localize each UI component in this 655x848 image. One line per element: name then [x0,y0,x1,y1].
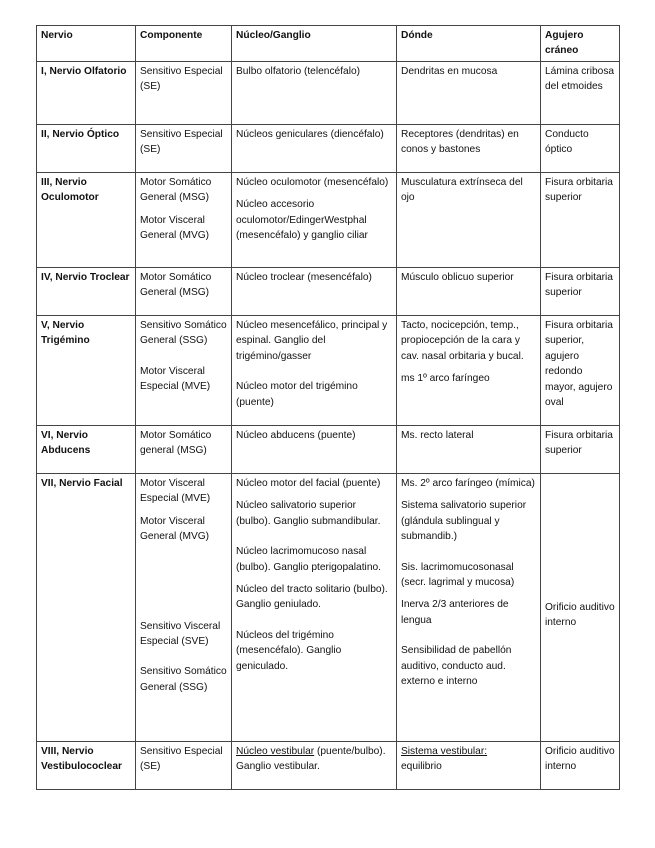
nerve-name: IV, Nervio Troclear [37,268,136,316]
donde-cell: Ms. recto lateral [397,426,541,474]
nucleo-cell: Núcleo mesencefálico, principal y espinal. Ganglio del trigémino/gasser Núcleo motor del trigémino (puente) [232,316,397,426]
nerve-name: VI, Nervio Abducens [37,426,136,474]
donde-cell: Musculatura extrínseca del ojo [397,173,541,268]
componente-cell: Sensitivo Especial (SE) [136,62,232,125]
table-row [37,316,620,426]
agujero-cell: Fisura orbitaria superior, agujero redondo mayor, agujero oval [541,316,620,426]
header-donde: Dónde [397,26,541,62]
table-row [37,62,620,125]
nucleo-cell: Núcleo vestibular (puente/bulbo). Ganglio vestibular. [232,742,397,790]
cranial-nerves-table [36,25,620,790]
nerve-name: I, Nervio Olfatorio [37,62,136,125]
componente-cell: Motor Somático General (MSG) Motor Visceral General (MVG) [136,173,232,268]
componente-cell: Sensitivo Somático General (SSG) Motor Visceral Especial (MVE) [136,316,232,426]
nerve-name: VIII, Nervio Vestibulococlear [37,742,136,790]
table-row [37,474,620,742]
table-row [37,742,620,790]
agujero-cell: Fisura orbitaria superior [541,268,620,316]
donde-cell: Sistema vestibular: equilibrio [397,742,541,790]
donde-cell: Ms. 2º arco faríngeo (mímica) Sistema salivatorio superior (glándula sublingual y submandib.) Sis. lacrimomucosonasal (secr. lagrimal y mucosa) Inerva 2/3 anteriores de lengua Sensibilidad de pabellón auditivo, conducto aud. externo e interno [397,474,541,742]
componente-cell: Sensitivo Especial (SE) [136,125,232,173]
componente-cell: Motor Somático general (MSG) [136,426,232,474]
nucleo-cell: Núcleo motor del facial (puente) Núcleo salivatorio superior (bulbo). Ganglio submandibular. Núcleo lacrimomucoso nasal (bulbo). Ganglio pterigopalatino. Núcleo del tracto solitario (bulbo). Ganglio geniulado. Núcleos del trigémino (mesencéfalo). Ganglio geniculado. [232,474,397,742]
header-row [37,26,620,62]
nucleo-cell: Núcleo troclear (mesencéfalo) [232,268,397,316]
table-row [37,125,620,173]
header-agujero: Agujero cráneo [541,26,620,62]
nerve-name: II, Nervio Óptico [37,125,136,173]
table-row [37,173,620,268]
donde-cell: Dendritas en mucosa [397,62,541,125]
nucleo-cell: Núcleo abducens (puente) [232,426,397,474]
agujero-cell: Orificio auditivo interno [541,742,620,790]
componente-cell: Sensitivo Especial (SE) [136,742,232,790]
agujero-cell: Orificio auditivo interno [541,474,620,742]
header-nucleo: Núcleo/Ganglio [232,26,397,62]
nucleo-cell: Núcleos geniculares (diencéfalo) [232,125,397,173]
table-row [37,426,620,474]
nerve-name: VII, Nervio Facial [37,474,136,742]
nucleo-cell: Núcleo oculomotor (mesencéfalo) Núcleo accesorio oculomotor/EdingerWestphal (mesencéfalo) y ganglio ciliar [232,173,397,268]
header-nervio: Nervio [37,26,136,62]
nerve-name: V, Nervio Trigémino [37,316,136,426]
nerve-name: III, Nervio Oculomotor [37,173,136,268]
componente-cell: Motor Somático General (MSG) [136,268,232,316]
header-componente: Componente [136,26,232,62]
donde-cell: Receptores (dendritas) en conos y bastones [397,125,541,173]
donde-cell: Músculo oblicuo superior [397,268,541,316]
donde-cell: Tacto, nocicepción, temp., propiocepción de la cara y cav. nasal orbitaria y bucal. ms 1º arco faríngeo [397,316,541,426]
nucleo-cell: Bulbo olfatorio (telencéfalo) [232,62,397,125]
agujero-cell: Conducto óptico [541,125,620,173]
componente-cell: Motor Visceral Especial (MVE) Motor Visceral General (MVG) Sensitivo Visceral Especial (SVE) Sensitivo Somático General (SSG) [136,474,232,742]
agujero-cell: Lámina cribosa del etmoides [541,62,620,125]
agujero-cell: Fisura orbitaria superior [541,426,620,474]
table-row [37,268,620,316]
agujero-cell: Fisura orbitaria superior [541,173,620,268]
